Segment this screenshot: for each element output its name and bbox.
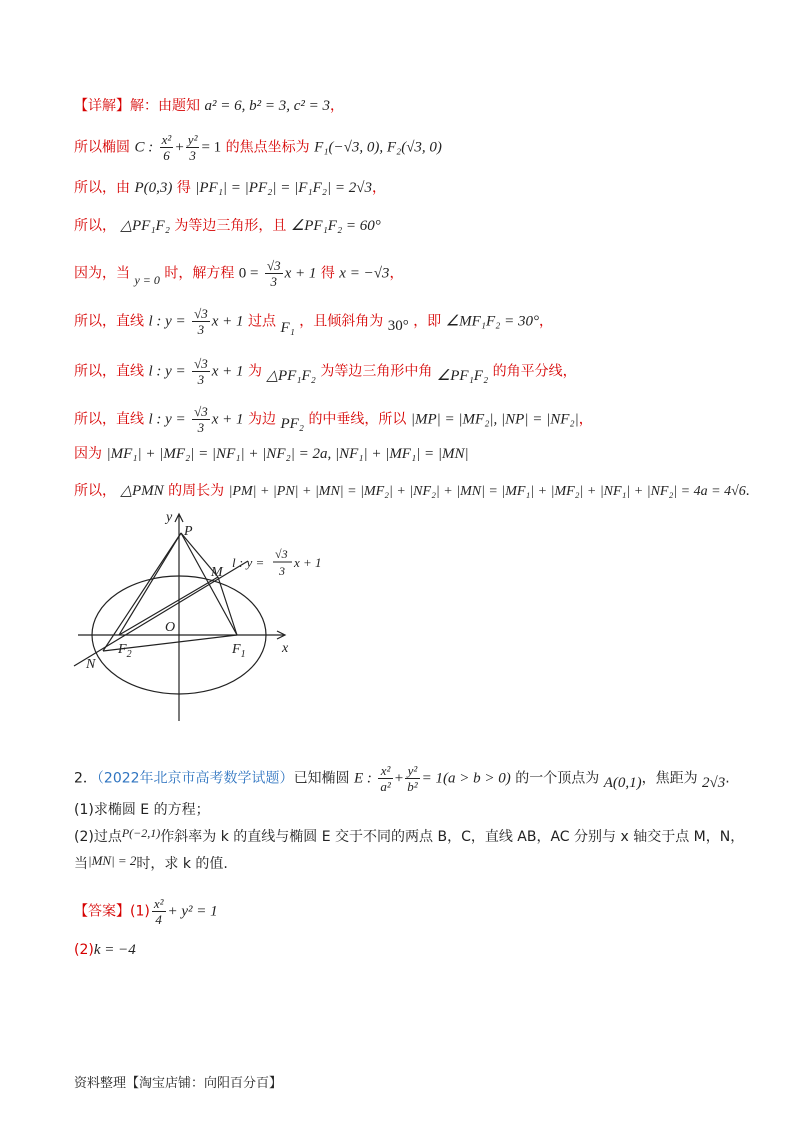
solution-line-8: 所以，直线 l : y = $\frac{√3}{3}$ x + 1 为边 PF₂ 的中垂线，所以 |MP| = |MF₂|, |NP| = |NF₂|， bbox=[74, 404, 593, 435]
solution-line-2: 所以椭圆 C : $\frac{\text{x²}}{6}$ + $\frac{\text{y²}}{3}$ = 1 的焦点坐标为 F₁(−√3, 0), F₂(√3, 0) bbox=[74, 132, 442, 163]
solution-line-6: 所以，直线 l : y = $\frac{√3}{3}$ x + 1 过点 F₁ ，且倾斜角为 30° ，即 ∠MF₁F₂ = 30°， bbox=[74, 306, 553, 337]
label-f2: $F_2$ bbox=[118, 642, 132, 660]
solution-line-10: 所以， △PMN 的周长为 |PM| + |PN| + |MN| = |MF₂| + |NF₂| + |MN| = |MF₁| + |MF₂| + |NF₁| + |NF₂| = 4a = 4√6. bbox=[74, 483, 750, 499]
diagram-lines bbox=[74, 514, 285, 721]
solution-line-9: 因为 |MF₁| + |MF₂| = |NF₁| + |NF₂| = 2a, |NF₁| + |MF₁| = |MN| bbox=[74, 446, 469, 462]
answer-line-2: (2)k = −4 bbox=[74, 942, 136, 958]
label-y: y bbox=[166, 510, 173, 525]
solution-line-5: 因为，当 y = 0 时，解方程 0 = $\frac{√3}{3}$ x + 1 得 x = −√3， bbox=[74, 258, 404, 289]
question-source: （2022年北京市高考数学试题） bbox=[96, 770, 294, 787]
footer-note: 资料整理【淘宝店铺：向阳百分百】 bbox=[74, 1076, 283, 1091]
solution-line-7: 所以，直线 l : y = $\frac{√3}{3}$ x + 1 为 △PF₁F₂ 为等边三角形中角 ∠PF₁F₂ 的角平分线， bbox=[74, 356, 577, 387]
question-number: 2． bbox=[74, 770, 97, 787]
label-n: N bbox=[86, 657, 96, 672]
solution-line-4: 所以， △PF₁F₂ 为等边三角形，且 ∠PF₁F₂ = 60° bbox=[74, 218, 381, 234]
label-x: x bbox=[282, 641, 289, 656]
label-o: O bbox=[165, 620, 176, 635]
segment-pf1 bbox=[181, 533, 237, 635]
label-p: P bbox=[184, 524, 193, 539]
detail-tag: 【详解】 bbox=[74, 98, 130, 114]
line-label-num: √3 bbox=[275, 547, 288, 561]
answer-tag: 【答案】 bbox=[74, 903, 130, 920]
line-label: l : y = bbox=[232, 555, 265, 570]
answer-line-1: 【答案】(1) $\frac{\text{x²}}{4}$ + y² = 1 bbox=[74, 896, 218, 927]
solution-line-3: 所以，由 P(0,3) 得 |PF₁| = |PF₂| = |F₁F₂| = 2√3， bbox=[74, 180, 386, 196]
question-2-part-1: (1)求椭圆 E 的方程； bbox=[74, 802, 210, 818]
question-2-part-2-cont: 当|MN| = 2时，求 k 的值. bbox=[74, 853, 228, 872]
ellipse-diagram bbox=[70, 505, 370, 730]
label-m: M bbox=[211, 565, 223, 580]
question-2-part-2: (2)过点P(−2,1)作斜率为 k 的直线与椭圆 E 交于不同的两点 B，C，直线 AB，AC 分别与 x 轴交于点 M，N， bbox=[74, 826, 745, 845]
solution-line-1: 【详解】解：由题知 a² = 6, b² = 3, c² = 3， bbox=[74, 98, 344, 114]
math-expr: a² = 6, b² = 3, c² = 3 bbox=[204, 98, 330, 114]
question-2: 2．（2022年北京市高考数学试题）已知椭圆 E : $\frac{\text{x²}}{\text{a²}}$ + $\frac{\text{y²}}{\text{b²}}$ = 1(a > b > 0) 的一个顶点为 A(0,1)，焦距为 2√3. bbox=[74, 763, 730, 794]
line-label-rest: x + 1 bbox=[294, 555, 322, 570]
label-f1: $F_1$ bbox=[232, 642, 246, 660]
line-label-den: 3 bbox=[279, 564, 285, 578]
